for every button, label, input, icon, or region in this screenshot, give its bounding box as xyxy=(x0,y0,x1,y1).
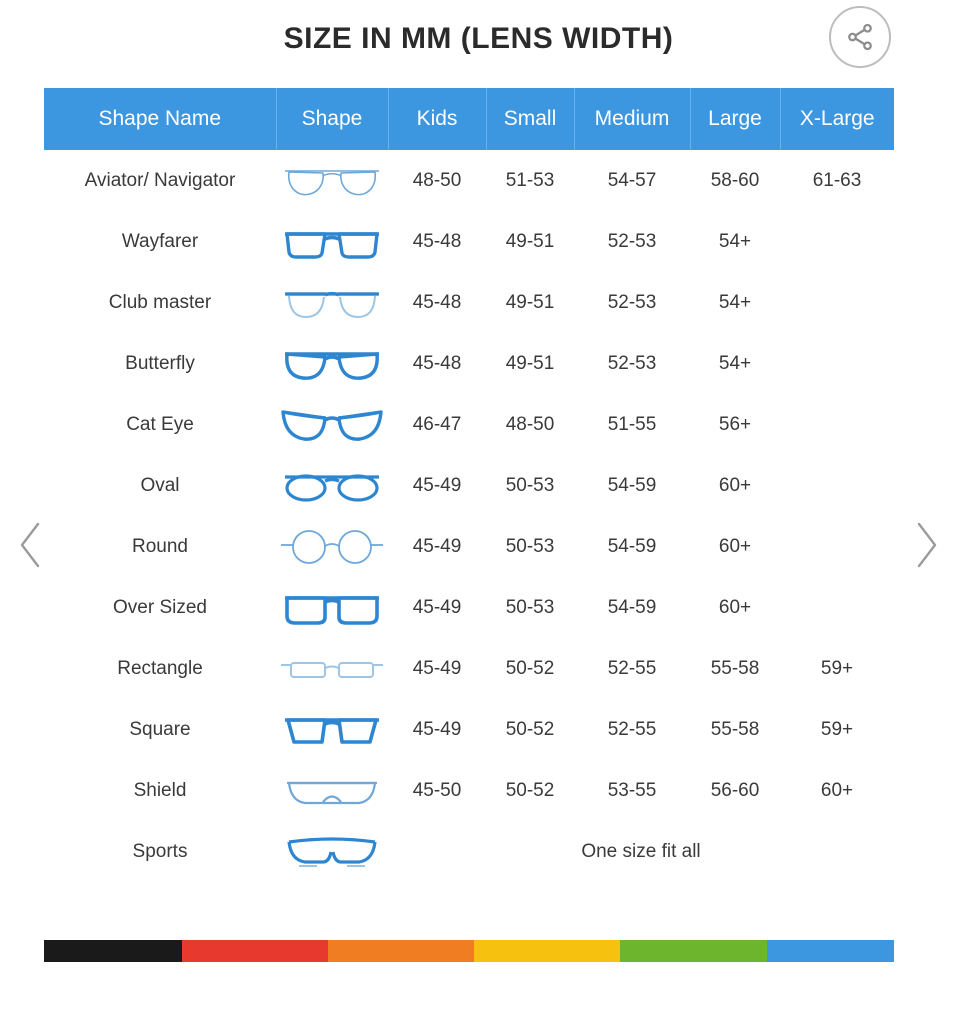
cell-medium: 54-59 xyxy=(607,474,657,496)
color-segment-5 xyxy=(620,940,766,962)
cell-shape-icon xyxy=(276,638,388,699)
table-row xyxy=(44,272,894,333)
cell-kids: 45-48 xyxy=(412,230,462,252)
cell-shape-name: Shield xyxy=(133,779,187,801)
cell-medium: 52-55 xyxy=(607,657,657,679)
cell-medium: 54-59 xyxy=(607,596,657,618)
cell-kids: 45-50 xyxy=(412,779,462,801)
cell-xlarge xyxy=(780,577,894,638)
bottom-spacer xyxy=(0,962,957,1024)
column-header-kids: Kids xyxy=(388,88,486,150)
carousel-next-button[interactable] xyxy=(909,518,943,572)
share-button[interactable] xyxy=(829,6,891,68)
cell-shape-name: Aviator/ Navigator xyxy=(84,169,236,191)
color-bar xyxy=(44,940,894,962)
cell-shape-name: Sports xyxy=(132,840,188,862)
color-segment-3 xyxy=(328,940,474,962)
cell-shape-icon xyxy=(276,394,388,455)
column-header-large: Large xyxy=(690,88,780,150)
aviator-glasses-icon xyxy=(276,155,388,207)
share-icon xyxy=(845,22,875,52)
cell-small: 49-51 xyxy=(505,230,555,252)
cell-kids: 45-49 xyxy=(412,718,462,740)
cell-small: 50-52 xyxy=(505,779,555,801)
cell-kids: 45-49 xyxy=(412,474,462,496)
butterfly-glasses-icon xyxy=(276,338,388,390)
cell-xlarge xyxy=(780,516,894,577)
square-glasses-icon xyxy=(276,704,388,756)
cell-xlarge xyxy=(780,272,894,333)
color-segment-4 xyxy=(474,940,620,962)
table-header-row xyxy=(44,88,894,150)
cell-kids: 45-48 xyxy=(412,291,462,313)
table-row xyxy=(44,699,894,760)
column-header-xlarge: X-Large xyxy=(780,88,894,150)
cell-medium: 54-59 xyxy=(607,535,657,557)
cell-small: 50-53 xyxy=(505,535,555,557)
cell-medium: 51-55 xyxy=(607,413,657,435)
cell-xlarge: 59+ xyxy=(820,718,854,740)
table-row xyxy=(44,577,894,638)
cell-shape-name: Oval xyxy=(140,474,180,496)
cell-large: 54+ xyxy=(718,352,752,374)
size-chart-card xyxy=(44,88,894,882)
table-row xyxy=(44,760,894,821)
cell-one-size-note: One size fit all xyxy=(581,840,701,862)
cell-xlarge xyxy=(780,455,894,516)
cell-shape-name: Round xyxy=(132,535,188,557)
cell-large: 56-60 xyxy=(710,779,760,801)
table-row xyxy=(44,394,894,455)
cell-medium: 52-53 xyxy=(607,230,657,252)
cell-xlarge xyxy=(780,211,894,272)
cell-small: 49-51 xyxy=(505,352,555,374)
cell-small: 50-52 xyxy=(505,657,555,679)
cell-small: 50-53 xyxy=(505,596,555,618)
cell-small: 49-51 xyxy=(505,291,555,313)
chevron-right-icon xyxy=(909,518,943,572)
page-title: SIZE IN MM (LENS WIDTH) xyxy=(283,22,674,55)
table-row xyxy=(44,821,894,882)
cell-medium: 52-53 xyxy=(607,291,657,313)
cell-small: 48-50 xyxy=(505,413,555,435)
clubmaster-glasses-icon xyxy=(276,277,388,329)
table-body xyxy=(44,150,894,882)
oval-glasses-icon xyxy=(276,460,388,512)
cell-shape-name: Rectangle xyxy=(117,657,203,679)
cell-shape-name: Butterfly xyxy=(125,352,195,374)
table-row xyxy=(44,150,894,211)
cell-large: 55-58 xyxy=(710,657,760,679)
cell-small: 50-52 xyxy=(505,718,555,740)
cell-medium: 52-53 xyxy=(607,352,657,374)
cell-kids: 48-50 xyxy=(412,169,462,191)
cell-shape-icon xyxy=(276,760,388,821)
chevron-left-icon xyxy=(14,518,48,572)
table-row xyxy=(44,333,894,394)
sports-glasses-icon xyxy=(276,826,388,878)
cell-shape-icon xyxy=(276,821,388,882)
cell-shape-name: Cat Eye xyxy=(126,413,194,435)
cell-shape-icon xyxy=(276,211,388,272)
cell-large: 55-58 xyxy=(710,718,760,740)
cell-large: 54+ xyxy=(718,291,752,313)
cell-shape-name: Square xyxy=(129,718,191,740)
cell-small: 50-53 xyxy=(505,474,555,496)
color-segment-1 xyxy=(44,940,182,962)
cell-shape-icon xyxy=(276,150,388,211)
cell-shape-name: Over Sized xyxy=(113,596,207,618)
cell-xlarge: 60+ xyxy=(820,779,854,801)
cell-medium: 54-57 xyxy=(607,169,657,191)
color-segment-6 xyxy=(767,940,895,962)
cell-shape-icon xyxy=(276,699,388,760)
cell-large: 56+ xyxy=(718,413,752,435)
cell-xlarge: 59+ xyxy=(820,657,854,679)
column-header-shape-name: Shape Name xyxy=(44,88,276,150)
page-header xyxy=(0,0,957,88)
cateye-glasses-icon xyxy=(276,399,388,451)
cell-kids: 45-49 xyxy=(412,596,462,618)
cell-shape-name: Club master xyxy=(108,291,212,313)
cell-large: 60+ xyxy=(718,535,752,557)
cell-shape-icon xyxy=(276,333,388,394)
cell-shape-icon xyxy=(276,272,388,333)
oversized-glasses-icon xyxy=(276,582,388,634)
color-segment-2 xyxy=(182,940,328,962)
cell-large: 58-60 xyxy=(710,169,760,191)
cell-medium: 52-55 xyxy=(607,718,657,740)
cell-xlarge: 61-63 xyxy=(812,169,862,191)
shield-glasses-icon xyxy=(276,765,388,817)
cell-shape-name: Wayfarer xyxy=(121,230,199,252)
cell-kids: 45-48 xyxy=(412,352,462,374)
cell-xlarge xyxy=(780,394,894,455)
cell-medium: 53-55 xyxy=(607,779,657,801)
wayfarer-glasses-icon xyxy=(276,216,388,268)
table-header xyxy=(44,88,894,150)
column-header-medium: Medium xyxy=(574,88,690,150)
table-row xyxy=(44,516,894,577)
size-chart-table xyxy=(44,88,894,882)
cell-shape-icon xyxy=(276,516,388,577)
cell-large: 60+ xyxy=(718,474,752,496)
cell-shape-icon xyxy=(276,577,388,638)
cell-kids: 45-49 xyxy=(412,535,462,557)
cell-xlarge xyxy=(780,333,894,394)
table-row xyxy=(44,455,894,516)
carousel-prev-button[interactable] xyxy=(14,518,48,572)
cell-kids: 46-47 xyxy=(412,413,462,435)
round-glasses-icon xyxy=(276,521,388,573)
column-header-small: Small xyxy=(486,88,574,150)
table-row xyxy=(44,211,894,272)
table-row xyxy=(44,638,894,699)
cell-shape-icon xyxy=(276,455,388,516)
cell-kids: 45-49 xyxy=(412,657,462,679)
rectangle-glasses-icon xyxy=(276,643,388,695)
cell-large: 60+ xyxy=(718,596,752,618)
cell-large: 54+ xyxy=(718,230,752,252)
column-header-shape: Shape xyxy=(276,88,388,150)
cell-small: 51-53 xyxy=(505,169,555,191)
